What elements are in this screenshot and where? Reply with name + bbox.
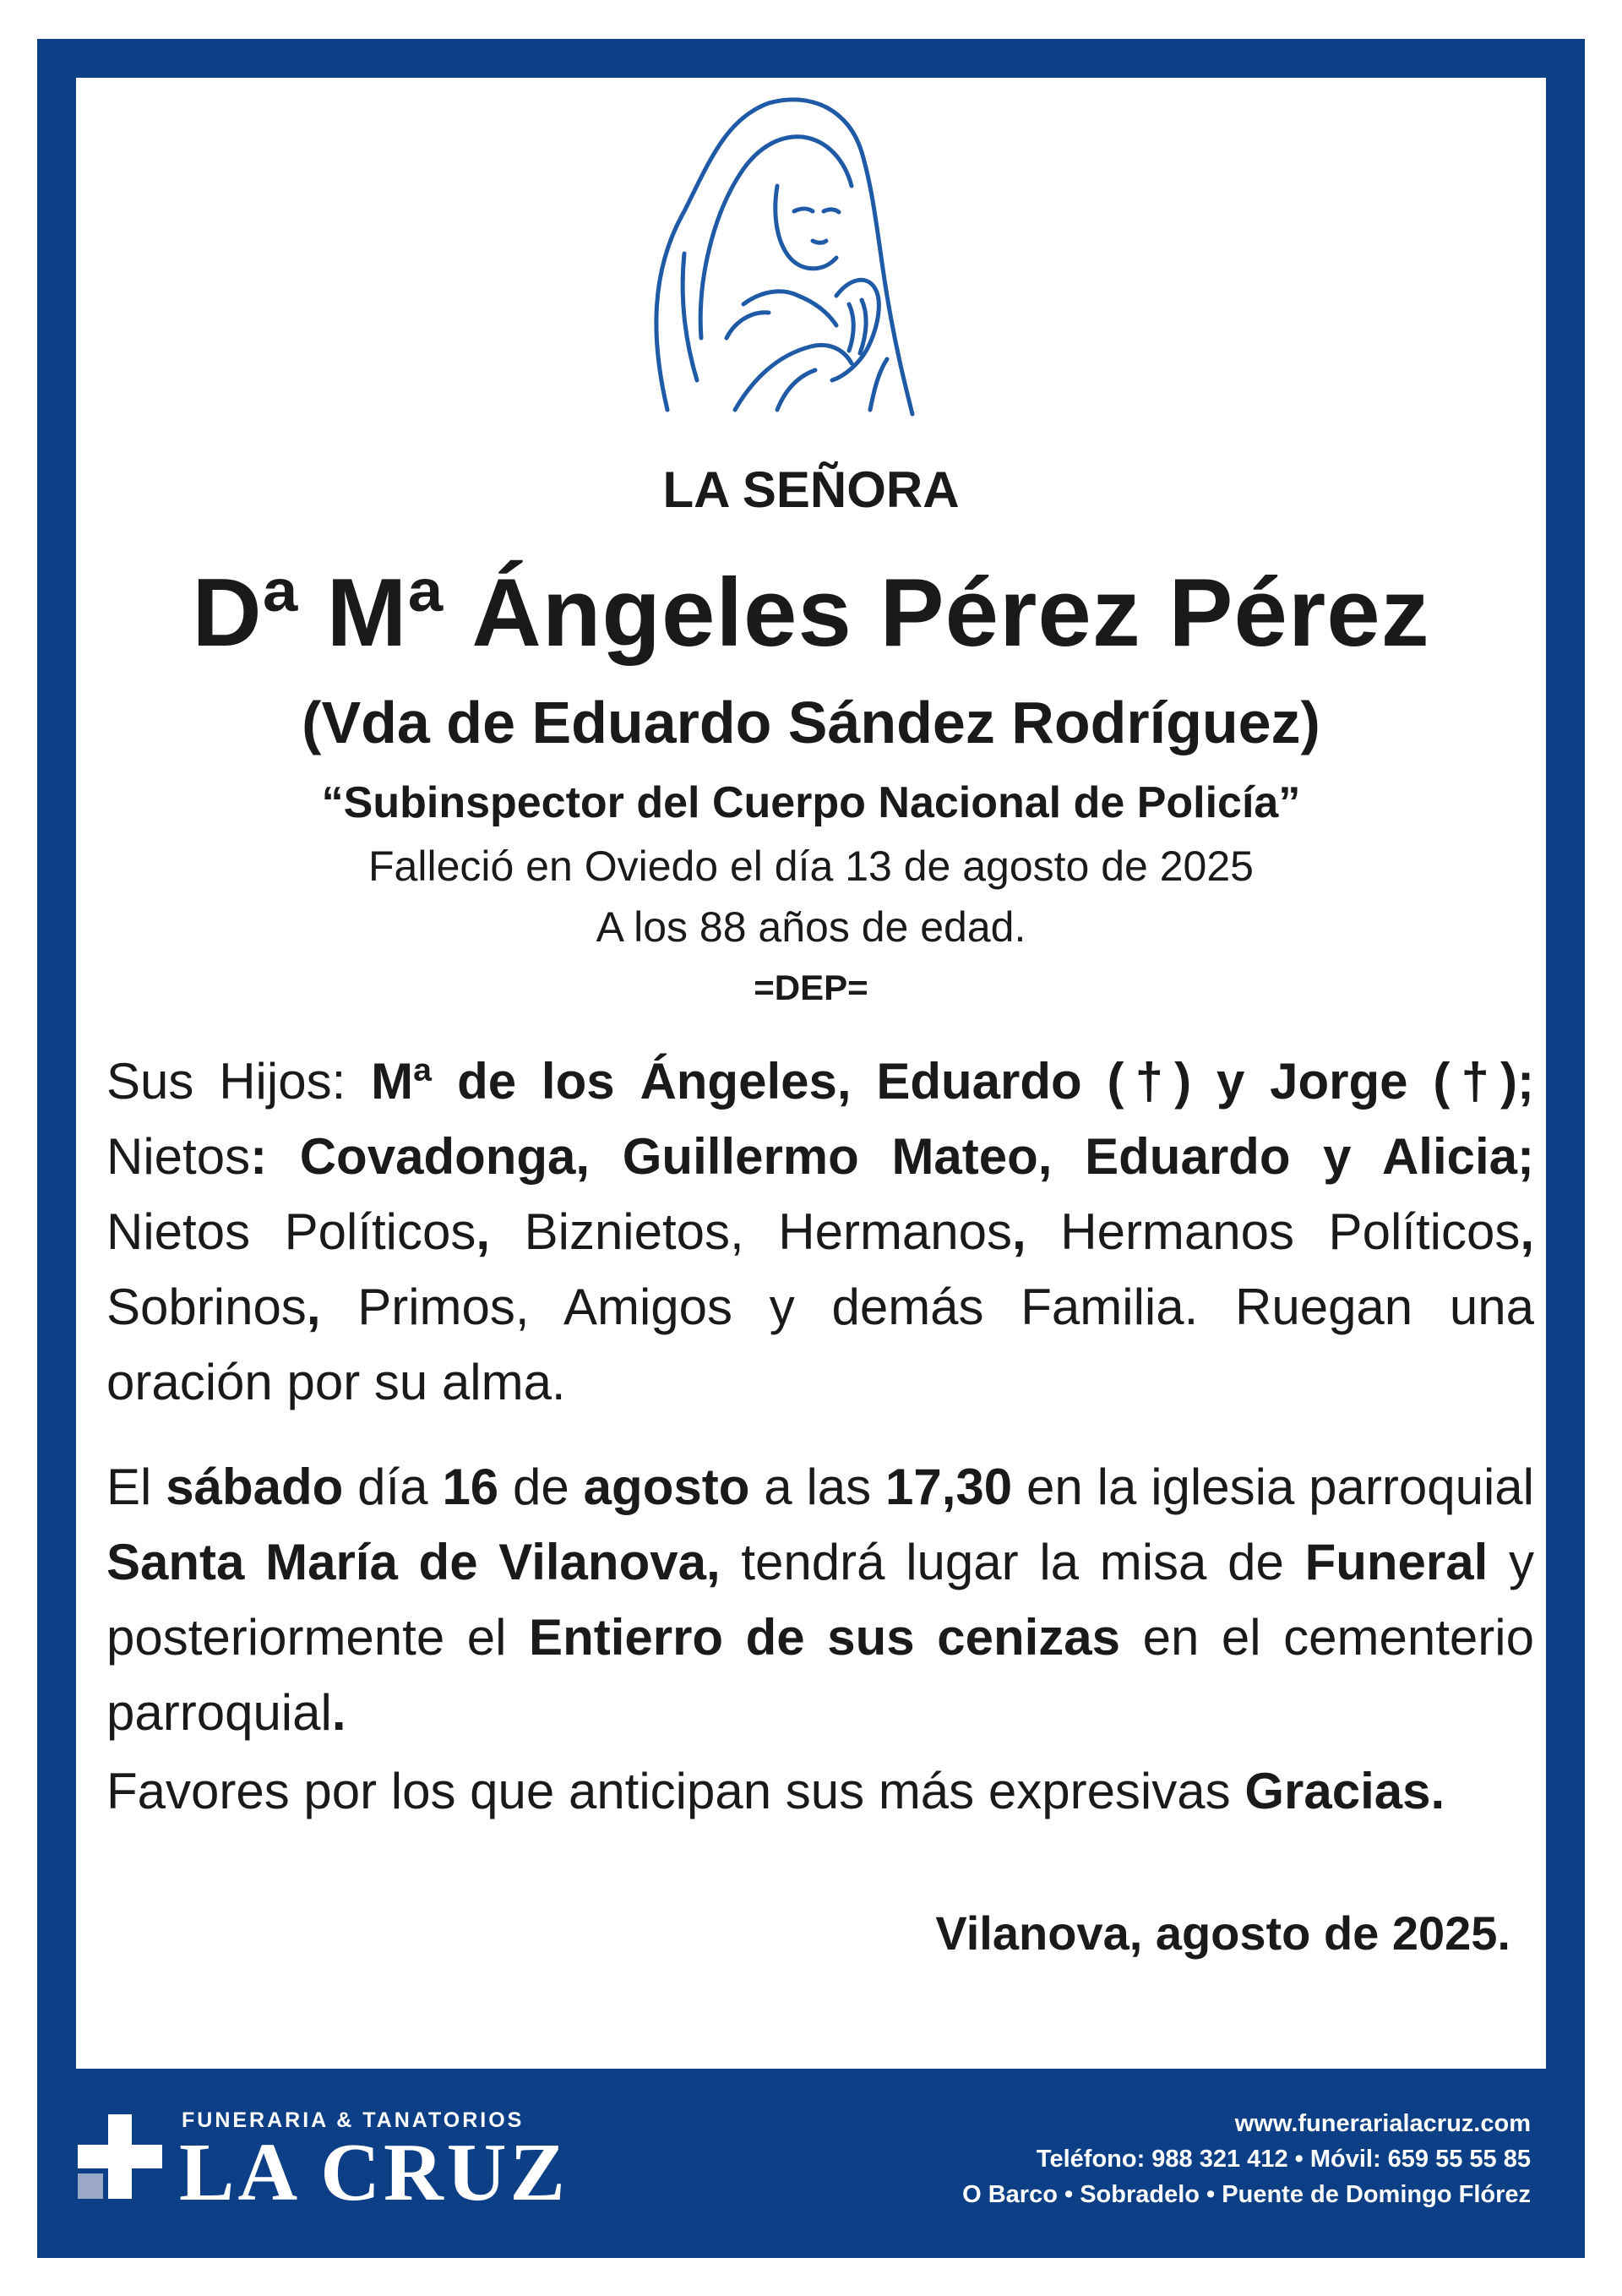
age-info: A los 88 años de edad.	[596, 903, 1026, 951]
relatives-1: Nietos Políticos	[106, 1203, 476, 1260]
role-title: “Subinspector del Cuerpo Nacional de Policía”	[321, 778, 1301, 827]
ceremony-day: sábado	[166, 1459, 344, 1515]
thanks-paragraph	[106, 1753, 1534, 1829]
death-info: Falleció en Oviedo el día 13 de agosto de 2025	[368, 843, 1254, 890]
grandchildren-label: Nietos	[106, 1128, 251, 1185]
title-label: LA SEÑORA	[662, 461, 960, 518]
family-paragraph: Sus Hijos: Mª de los Ángeles, Eduardo (†) y Jorge (†); Nietos: Covadonga, Guillermo Mateo, Eduardo y Alicia; Nietos Políticos, Biznietos, Hermanos, Hermanos Políticos, Sobrinos, Primos, Amigos y demás Familia. Ruegan una oración por su alma.	[106, 1053, 1534, 1410]
ceremony-text: y posteriormente el	[106, 1534, 1535, 1666]
thanks-text: Favores por los que anticipan sus más expresivas	[106, 1763, 1245, 1819]
logo-name: LA CRUZ	[179, 2127, 569, 2218]
ceremony-church: Santa María de Vilanova,	[106, 1534, 721, 1590]
ceremony-text: de	[498, 1459, 584, 1515]
website-link[interactable]: www.funerarialacruz.com	[1234, 2110, 1531, 2137]
phone-info: Teléfono: 988 321 412 • Móvil: 659 55 55 85	[1036, 2146, 1531, 2173]
thanks-gracias: Gracias.	[1244, 1763, 1445, 1819]
cross-logo-icon	[78, 2114, 162, 2199]
deceased-name: Dª Mª Ángeles Pérez Pérez	[192, 559, 1430, 667]
relatives-3: Hermanos Políticos	[1026, 1203, 1521, 1260]
widow-of: (Vda de Eduardo Sández Rodríguez)	[302, 690, 1320, 755]
ceremony-text: El	[106, 1459, 166, 1515]
ceremony-text: en la iglesia parroquial	[1012, 1459, 1535, 1515]
ceremony-paragraph	[106, 1449, 1534, 1750]
ceremony-burial: Entierro de sus cenizas	[529, 1609, 1121, 1666]
ceremony-time: 17,30	[885, 1459, 1013, 1515]
logo-subtitle: FUNERARIA & TANATORIOS	[182, 2108, 525, 2132]
virgin-mary-illustration	[634, 85, 921, 423]
ceremony-date: 16	[442, 1459, 499, 1515]
signature: Vilanova, agosto de 2025.	[935, 1906, 1510, 1960]
ceremony-text: a las	[749, 1459, 886, 1515]
ceremony-text: en el cementerio parroquial	[106, 1609, 1534, 1741]
ceremony-text: tendrá lugar la misa de	[720, 1534, 1305, 1590]
dep-label: =DEP=	[754, 968, 868, 1007]
ceremony-text: día	[343, 1459, 443, 1515]
children-names: Mª de los Ángeles, Eduardo (†) y Jorge (†);	[371, 1053, 1534, 1110]
ceremony-dot: .	[331, 1684, 346, 1741]
relatives-5: Primos, Amigos y demás Familia. Ruegan una oración por su alma.	[106, 1279, 1534, 1410]
grandchildren-names: : Covadonga, Guillermo Mateo, Eduardo y Alicia;	[250, 1128, 1534, 1185]
ceremony-funeral: Funeral	[1304, 1534, 1489, 1590]
relatives-2: Biznietos, Hermanos	[490, 1203, 1013, 1260]
locations-info: O Barco • Sobradelo • Puente de Domingo Flórez	[962, 2181, 1531, 2208]
relatives-4: Sobrinos	[106, 1279, 307, 1335]
children-label: Sus Hijos:	[106, 1053, 372, 1110]
ceremony-month: agosto	[583, 1459, 750, 1515]
